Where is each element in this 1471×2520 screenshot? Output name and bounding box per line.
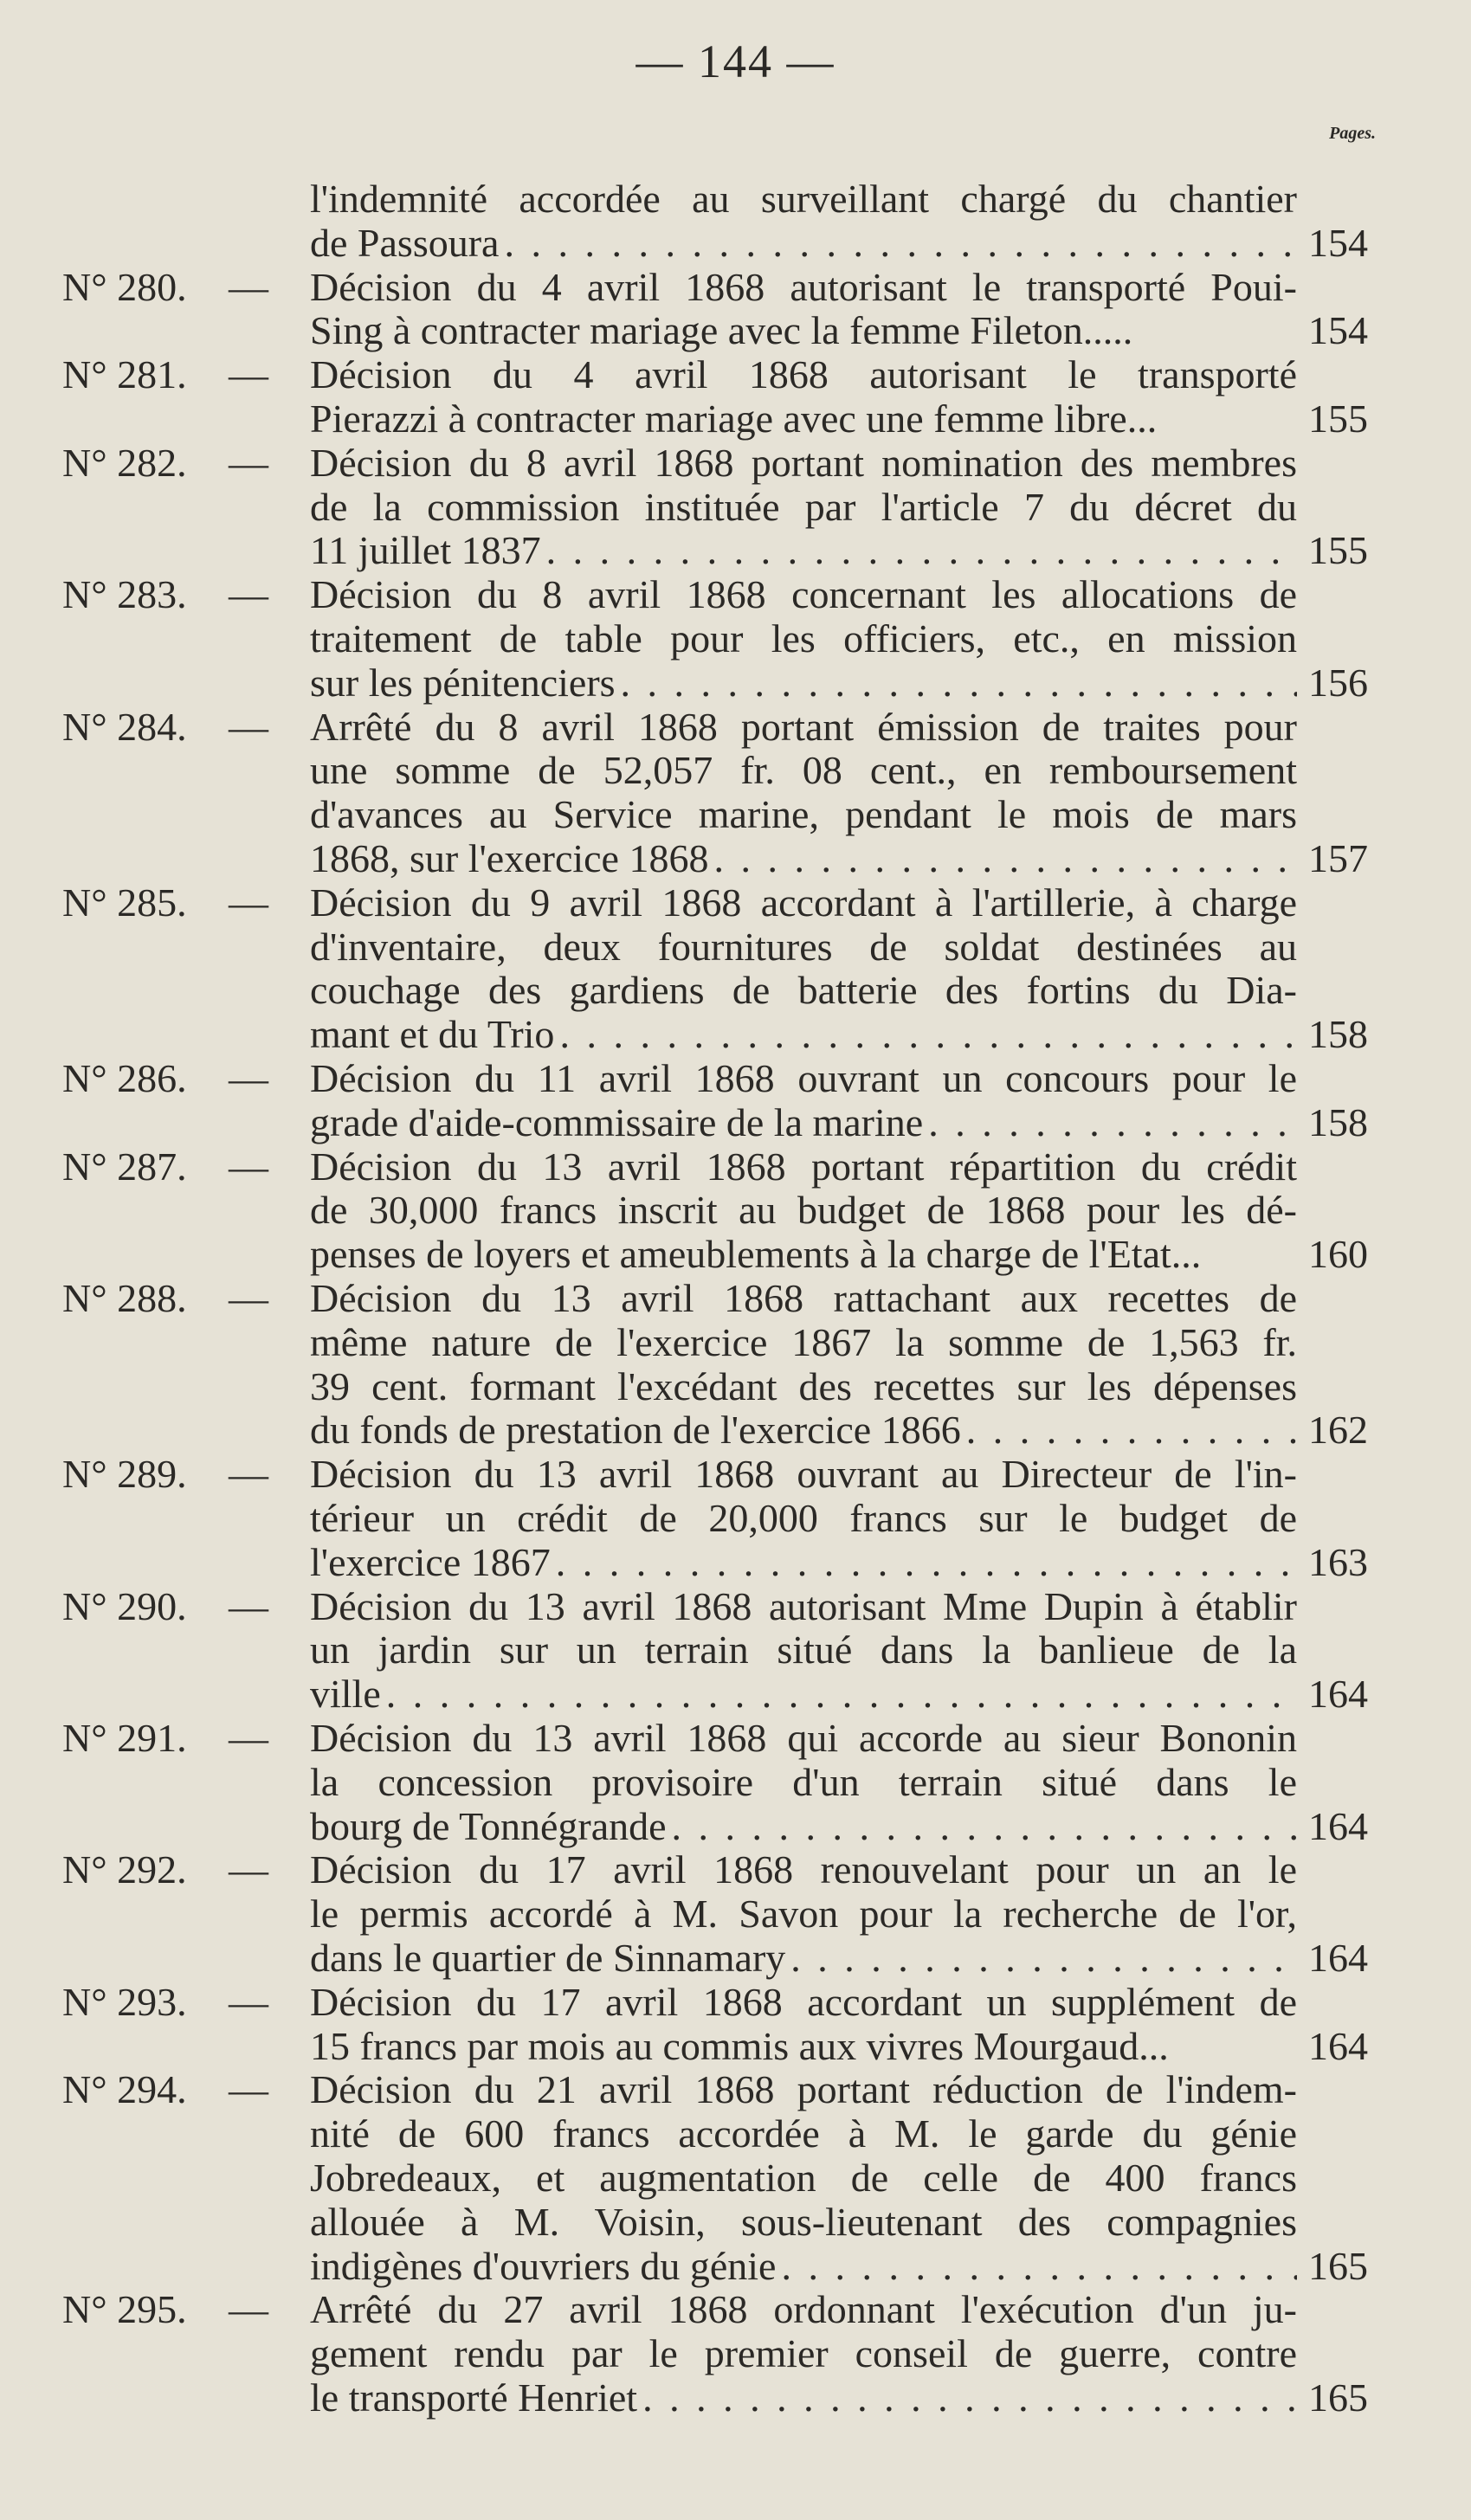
entry-line [0, 2112, 1471, 2156]
entry-page-number: 156 [1308, 660, 1368, 705]
entry-text [310, 529, 1297, 572]
entry-text-final: Sing à contracter mariage avec la femme Fileton..... [310, 308, 1133, 353]
entry-number: N° 290. [62, 1583, 187, 1628]
entry-text: couchage des gardiens de batterie des fortins du Dia- [310, 968, 1297, 1013]
entry-dash: — [229, 2287, 268, 2332]
entry-line [0, 2025, 1471, 2068]
entry-line [0, 1937, 1471, 1980]
entry-dash: — [229, 1056, 268, 1100]
entry-page-number: 158 [1308, 1012, 1368, 1057]
dot-leader [1201, 1233, 1297, 1276]
entry-text [310, 661, 1297, 705]
page-number: — 144 — [635, 35, 836, 87]
dot-leader [1157, 397, 1297, 441]
entry-text-final: 1868, sur l'exercice 1868 [310, 836, 709, 880]
entry-line [0, 1848, 1471, 1892]
dot-leader [667, 1805, 1297, 1848]
entry-text-final: le transporté Henriet [310, 2375, 638, 2420]
dot-leader [616, 661, 1297, 705]
dot-leader [381, 1672, 1297, 1716]
entry-text: nité de 600 francs accordée à M. le garde du génie [310, 2111, 1297, 2156]
entry-line [0, 1321, 1471, 1364]
entry-line [0, 1013, 1471, 1056]
entry-text: Décision du 13 avril 1868 qui accorde au sieur Bononin [310, 1716, 1297, 1760]
entry-dash: — [229, 1979, 268, 2024]
entry-text: Arrêté du 8 avril 1868 portant émission de traites pour [310, 704, 1297, 749]
entry-line [0, 837, 1471, 880]
entry-text [310, 1937, 1297, 1980]
entry-line [0, 573, 1471, 616]
entry-number: N° 292. [62, 1847, 187, 1892]
entry-text-final: de Passoura [310, 220, 500, 265]
entry-page-number: 162 [1308, 1408, 1368, 1453]
entry-text [310, 1408, 1297, 1452]
entry-text: Décision du 21 avril 1868 portant réduction de l'indem- [310, 2067, 1297, 2112]
entry-number: N° 281. [62, 352, 187, 397]
dot-leader [785, 1937, 1297, 1980]
entry-dash: — [229, 1276, 268, 1320]
entry-line [0, 1672, 1471, 1716]
entry-number: N° 285. [62, 880, 187, 925]
entry-text [310, 222, 1297, 265]
entry-dash: — [229, 704, 268, 749]
entry-line [0, 1365, 1471, 1408]
entry-line [0, 1233, 1471, 1276]
entry-line [0, 1628, 1471, 1672]
entry-text [310, 1013, 1297, 1056]
entry-text [310, 397, 1297, 441]
dot-leader [708, 837, 1297, 880]
entry-page-number: 164 [1308, 1672, 1368, 1717]
dot-leader [637, 2376, 1297, 2420]
dot-leader [499, 222, 1297, 265]
entry-text: Décision du 8 avril 1868 concernant les allocations de [310, 572, 1297, 617]
entry-line [0, 1497, 1471, 1540]
entry-text: Décision du 8 avril 1868 portant nomination des membres [310, 440, 1297, 485]
entry-dash: — [229, 880, 268, 925]
entry-line [0, 1408, 1471, 1452]
entry-text: une somme de 52,057 fr. 08 cent., en remboursement [310, 748, 1297, 793]
entry-number: N° 282. [62, 440, 187, 485]
entry-line [0, 1541, 1471, 1584]
entry-line [0, 2288, 1471, 2331]
entry-text: Décision du 17 avril 1868 renouvelant pour un an le [310, 1847, 1297, 1892]
entry-text: allouée à M. Voisin, sous-lieutenant des compagnies [310, 2199, 1297, 2244]
entry-line [0, 1453, 1471, 1496]
entry-line [0, 1761, 1471, 1804]
entry-text-final: dans le quartier de Sinnamary [310, 1936, 786, 1980]
entry-text: Décision du 11 avril 1868 ouvrant un concours pour le [310, 1056, 1297, 1100]
entry-page-number: 165 [1308, 2243, 1368, 2288]
entry-dash: — [229, 1716, 268, 1760]
entry-number: N° 287. [62, 1144, 187, 1189]
entry-number: N° 284. [62, 704, 187, 749]
entry-line [0, 486, 1471, 529]
entry-line [0, 1101, 1471, 1144]
pages-column-header: Pages. [1329, 124, 1376, 143]
entry-text-final: 11 juillet 1837 [310, 528, 541, 573]
entry-line [0, 2332, 1471, 2375]
entry-line [0, 881, 1471, 925]
entry-text: de la commission instituée par l'article 7 du décret du [310, 484, 1297, 529]
entry-dash: — [229, 2067, 268, 2112]
entry-line [0, 661, 1471, 705]
entry-text [310, 2376, 1297, 2420]
entry-text: Décision du 13 avril 1868 ouvrant au Directeur de l'in- [310, 1452, 1297, 1497]
entry-number: N° 280. [62, 264, 187, 309]
entry-line [0, 925, 1471, 969]
entry-line [0, 222, 1471, 265]
entry-line [0, 793, 1471, 836]
entry-page-number: 157 [1308, 836, 1368, 880]
entry-line [0, 1189, 1471, 1232]
dot-leader [541, 529, 1297, 572]
dot-leader [923, 1101, 1297, 1144]
entry-page-number: 154 [1308, 220, 1368, 265]
entry-dash: — [229, 572, 268, 617]
dot-leader [1169, 2025, 1297, 2068]
entry-page-number: 155 [1308, 528, 1368, 573]
entry-text [310, 1805, 1297, 1848]
entry-page-number: 154 [1308, 308, 1368, 353]
entry-number: N° 286. [62, 1056, 187, 1100]
entry-text: Décision du 13 avril 1868 autorisant Mme Dupin à établir [310, 1583, 1297, 1628]
entry-line [0, 177, 1471, 221]
entry-text: même nature de l'exercice 1867 la somme de 1,563 fr. [310, 1319, 1297, 1364]
entry-page-number: 155 [1308, 396, 1368, 441]
dot-leader [554, 1013, 1297, 1056]
entry-line [0, 2245, 1471, 2288]
entry-line [0, 441, 1471, 485]
entry-number: N° 288. [62, 1276, 187, 1320]
dot-leader [1132, 309, 1297, 352]
entry-text: 39 cent. formant l'excédant des recettes sur les dépenses [310, 1363, 1297, 1408]
entry-number: N° 293. [62, 1979, 187, 2024]
entry-line [0, 1277, 1471, 1320]
entry-line [0, 1805, 1471, 1848]
entry-dash: — [229, 440, 268, 485]
entry-page-number: 164 [1308, 1803, 1368, 1848]
entry-text: gement rendu par le premier conseil de guerre, contre [310, 2331, 1297, 2376]
entry-line [0, 266, 1471, 309]
entry-text [310, 309, 1297, 352]
entry-text: un jardin sur un terrain situé dans la banlieue de la [310, 1627, 1297, 1672]
entry-text-final: Pierazzi à contracter mariage avec une femme libre... [310, 396, 1158, 441]
entry-line [0, 397, 1471, 441]
entry-line [0, 2201, 1471, 2244]
entry-text: Décision du 9 avril 1868 accordant à l'artillerie, à charge [310, 880, 1297, 925]
entry-text-final: grade d'aide-commissaire de la marine [310, 1099, 924, 1144]
entry-line [0, 1145, 1471, 1189]
entry-text: Décision du 13 avril 1868 portant répartition du crédit [310, 1144, 1297, 1189]
entry-text: Décision du 17 avril 1868 accordant un supplément de [310, 1979, 1297, 2024]
entry-page-number: 163 [1308, 1539, 1368, 1584]
entry-number: N° 294. [62, 2067, 187, 2112]
entry-line [0, 529, 1471, 572]
entry-line [0, 1717, 1471, 1760]
entry-text-final: bourg de Tonnégrande [310, 1803, 667, 1848]
dot-leader [776, 2245, 1297, 2288]
entry-dash: — [229, 1583, 268, 1628]
entry-text-final: ville [310, 1672, 381, 1717]
entry-text: Décision du 4 avril 1868 autorisant le transporté Poui- [310, 264, 1297, 309]
entry-text: Décision du 4 avril 1868 autorisant le transporté [310, 352, 1297, 397]
entry-text: le permis accordé à M. Savon pour la recherche de l'or, [310, 1892, 1297, 1937]
entry-text: l'indemnité accordée au surveillant chargé du chantier [310, 177, 1297, 221]
entry-text: Jobredeaux, et augmentation de celle de 400 francs [310, 2156, 1297, 2200]
entry-text-final: mant et du Trio [310, 1012, 555, 1057]
entry-text: térieur un crédit de 20,000 francs sur le budget de [310, 1496, 1297, 1540]
entry-line [0, 969, 1471, 1012]
entry-line [0, 1981, 1471, 2024]
entry-text-final: sur les pénitenciers [310, 660, 616, 705]
entry-dash: — [229, 1847, 268, 1892]
entry-dash: — [229, 352, 268, 397]
entry-line [0, 749, 1471, 792]
entry-text: Décision du 13 avril 1868 rattachant aux recettes de [310, 1276, 1297, 1320]
entry-line [0, 2376, 1471, 2420]
entry-text-final: 15 francs par mois au commis aux vivres Mourgaud... [310, 2023, 1169, 2068]
entry-dash: — [229, 264, 268, 309]
entry-number: N° 291. [62, 1716, 187, 1760]
entry-number: N° 283. [62, 572, 187, 617]
entry-line [0, 2156, 1471, 2200]
entry-text [310, 2025, 1297, 2068]
entry-text: traitement de table pour les officiers, etc., en mission [310, 616, 1297, 661]
entry-text-final: l'exercice 1867 [310, 1539, 551, 1584]
entry-page-number: 158 [1308, 1099, 1368, 1144]
entry-text [310, 1101, 1297, 1144]
entry-number: N° 289. [62, 1452, 187, 1497]
entry-text: d'avances au Service marine, pendant le mois de mars [310, 792, 1297, 837]
entry-page-number: 164 [1308, 1936, 1368, 1980]
entry-text [310, 1233, 1297, 1276]
entry-line [0, 1585, 1471, 1628]
entry-page-number: 160 [1308, 1232, 1368, 1277]
entry-text: la concession provisoire d'un terrain situé dans le [310, 1759, 1297, 1804]
entry-text: d'inventaire, deux fournitures de soldat destinées au [310, 924, 1297, 969]
entry-number: N° 295. [62, 2287, 187, 2332]
dot-leader [961, 1408, 1297, 1452]
entry-line [0, 1057, 1471, 1100]
entry-dash: — [229, 1144, 268, 1189]
entry-line [0, 2068, 1471, 2111]
entry-text-final: indigènes d'ouvriers du génie [310, 2243, 777, 2288]
entry-text-final: du fonds de prestation de l'exercice 1866 [310, 1408, 961, 1453]
entry-dash: — [229, 1452, 268, 1497]
entry-text [310, 2245, 1297, 2288]
entry-text [310, 1541, 1297, 1584]
entry-line [0, 353, 1471, 396]
entry-text [310, 1672, 1297, 1716]
entry-line [0, 309, 1471, 352]
entry-line [0, 706, 1471, 749]
entry-text: Arrêté du 27 avril 1868 ordonnant l'exécution d'un ju- [310, 2287, 1297, 2332]
dot-leader [551, 1541, 1297, 1584]
entry-page-number: 165 [1308, 2375, 1368, 2420]
entry-page-number: 164 [1308, 2023, 1368, 2068]
entry-text-final: penses de loyers et ameublements à la charge de l'Etat... [310, 1232, 1202, 1277]
entry-line [0, 617, 1471, 661]
entry-text [310, 837, 1297, 880]
entry-text: de 30,000 francs inscrit au budget de 1868 pour les dé- [310, 1188, 1297, 1233]
entry-line [0, 1892, 1471, 1936]
